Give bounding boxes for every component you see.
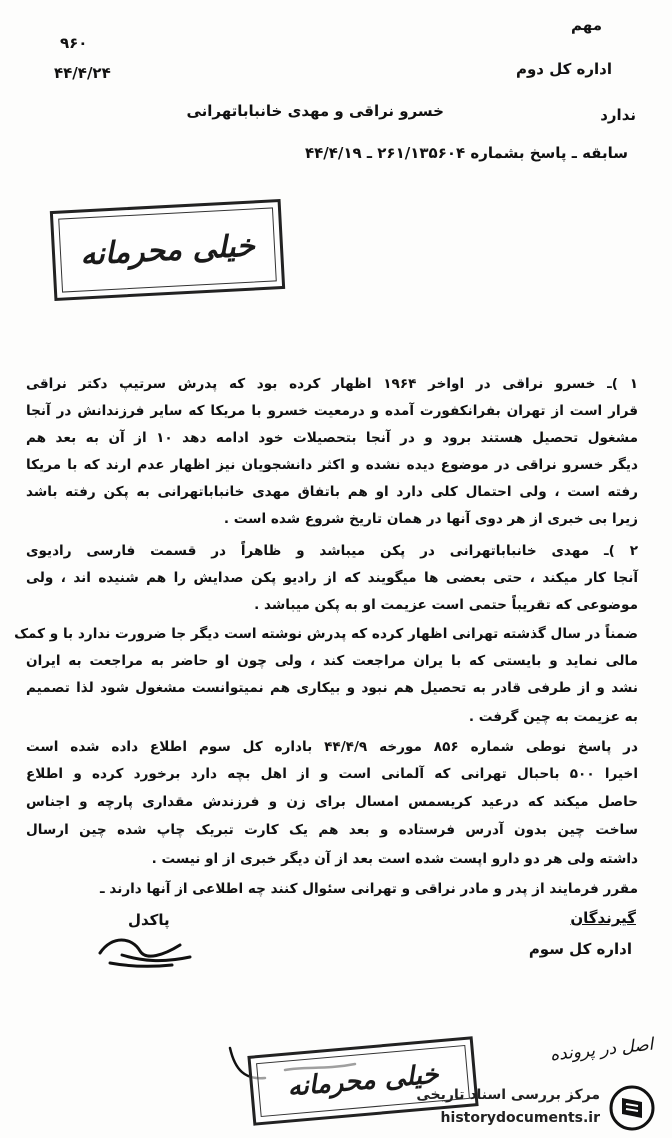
body-line: به عزیمت به چین گرفت . — [468, 709, 638, 725]
body-line: ساخت چین بدون آدرس فرستاده و بعد هم یک کارت تبریک چاپ شده چین ارسال — [26, 822, 638, 838]
recipients-label: گیرندگان — [570, 909, 636, 927]
body-line: مشغول تحصیل هستند برود و در آنجا بتحصیلات خود ادامه دهد ۱۰ از آن به بعد هم — [26, 430, 638, 446]
body-line: حاصل میکند که درعید کریسمس امسال برای زن و فرزندش مقداری پارچه و اجناس — [26, 794, 638, 810]
attachments-label: ندارد — [600, 106, 636, 124]
handwritten-note: اصل در پرونده — [549, 1034, 655, 1066]
handwritten-signature — [92, 925, 202, 970]
recipient-office: اداره کل دوم — [515, 60, 612, 78]
body-line: قرار است از تهران بفرانکفورت آمده و درمعیت خسرو با مریکا که سایر فرزندانش در آنجا — [26, 403, 638, 419]
classification-label: مهم — [571, 16, 602, 34]
body-line: مقرر فرمایند از پدر و مادر نراقی و تهرانی سئوال کنند چه اطلاعی از آنها دارند ـ — [99, 881, 638, 897]
body-line: زیرا بی خبری از هر دوی آنها در همان تاریخ شروع شده است . — [223, 511, 638, 527]
body-line: داشته ولی هر دو دارو اپست شده است بعد از آن دیگر خبری از او نیست . — [151, 851, 638, 867]
document-number: ۹۶۰ — [60, 34, 88, 52]
archive-center-name: مرکز بررسی اسناد تاریخی — [416, 1087, 600, 1103]
body-line: موضوعی که تقریباً حتمی است عزیمت او به پکن میباشد . — [254, 597, 638, 613]
reference-line: سابقه ـ پاسخ بشماره ۲۶۱/۱۳۵۶۰۴ ـ ۴۴/۴/۱۹ — [304, 144, 628, 162]
stamp-bottom-text: خیلی محرمانه — [286, 1059, 440, 1103]
body-line: دیگر خسرو نراقی در موضوع دیده نشده و اکثر دانشجویان نیز اظهار عدم ارند که با مریکا — [26, 457, 638, 473]
recipient-office-footer: اداره کل سوم — [528, 940, 632, 958]
body-line: در پاسخ نوطی شماره ۸۵۶ مورخه ۴۴/۴/۹ باداره کل سوم اطلاع داده شده است — [26, 739, 638, 755]
body-line: آنجا کار میکند ، حتی بعضی ها میگویند که از رادیو پکن صدایش را هم شنیده اند ، ولی — [26, 570, 638, 586]
body-line: ۲ )ـ مهدی خانباباتهرانی در پکن میباشد و ظاهراً در قسمت فارسی رادیوی — [26, 543, 638, 559]
body-line: اخیرا ۵۰۰ باحبال تهرانی که آلمانی است و از اهل بچه دارد برخورد کرده و اطلاع — [26, 766, 638, 782]
archive-url: historydocuments.ir — [440, 1110, 600, 1126]
body-line: مالی نماید و بایستی که با یران مراجعت کند ، ولی چون او حاضر به مراجعت به ایران — [26, 653, 638, 669]
stamp-top-text: خیلی محرمانه — [79, 227, 256, 273]
body-line: رفته است ، ولی احتمال کلی دارد او هم باتفاق مهدی خانباباتهرانی به پکن رفته باشد — [26, 484, 638, 500]
confidential-stamp-top — [50, 199, 285, 301]
body-line: ۱ )ـ خسرو نراقی در اواخر ۱۹۶۴ اظهار کرده بود که پدرش سرتیپ دکتر نراقی — [26, 376, 638, 392]
body-line: ضمناً در سال گذشته تهرانی اظهار کرده که پدرش نوشته است دیگر جا ضرورت ندارد با و کمک — [14, 626, 638, 642]
subject-line: خسرو نراقی و مهدی خانباباتهرانی — [186, 102, 444, 120]
signature-label: پاکدل — [128, 911, 170, 929]
document-date: ۴۴/۴/۲۴ — [54, 64, 111, 82]
archive-logo-icon — [608, 1084, 656, 1132]
body-line: نشد و از طرفی قادر به تحصیل هم نبود و بیکاری هم نمیتوانست مشغول شود لذا تصمیم — [26, 680, 638, 696]
